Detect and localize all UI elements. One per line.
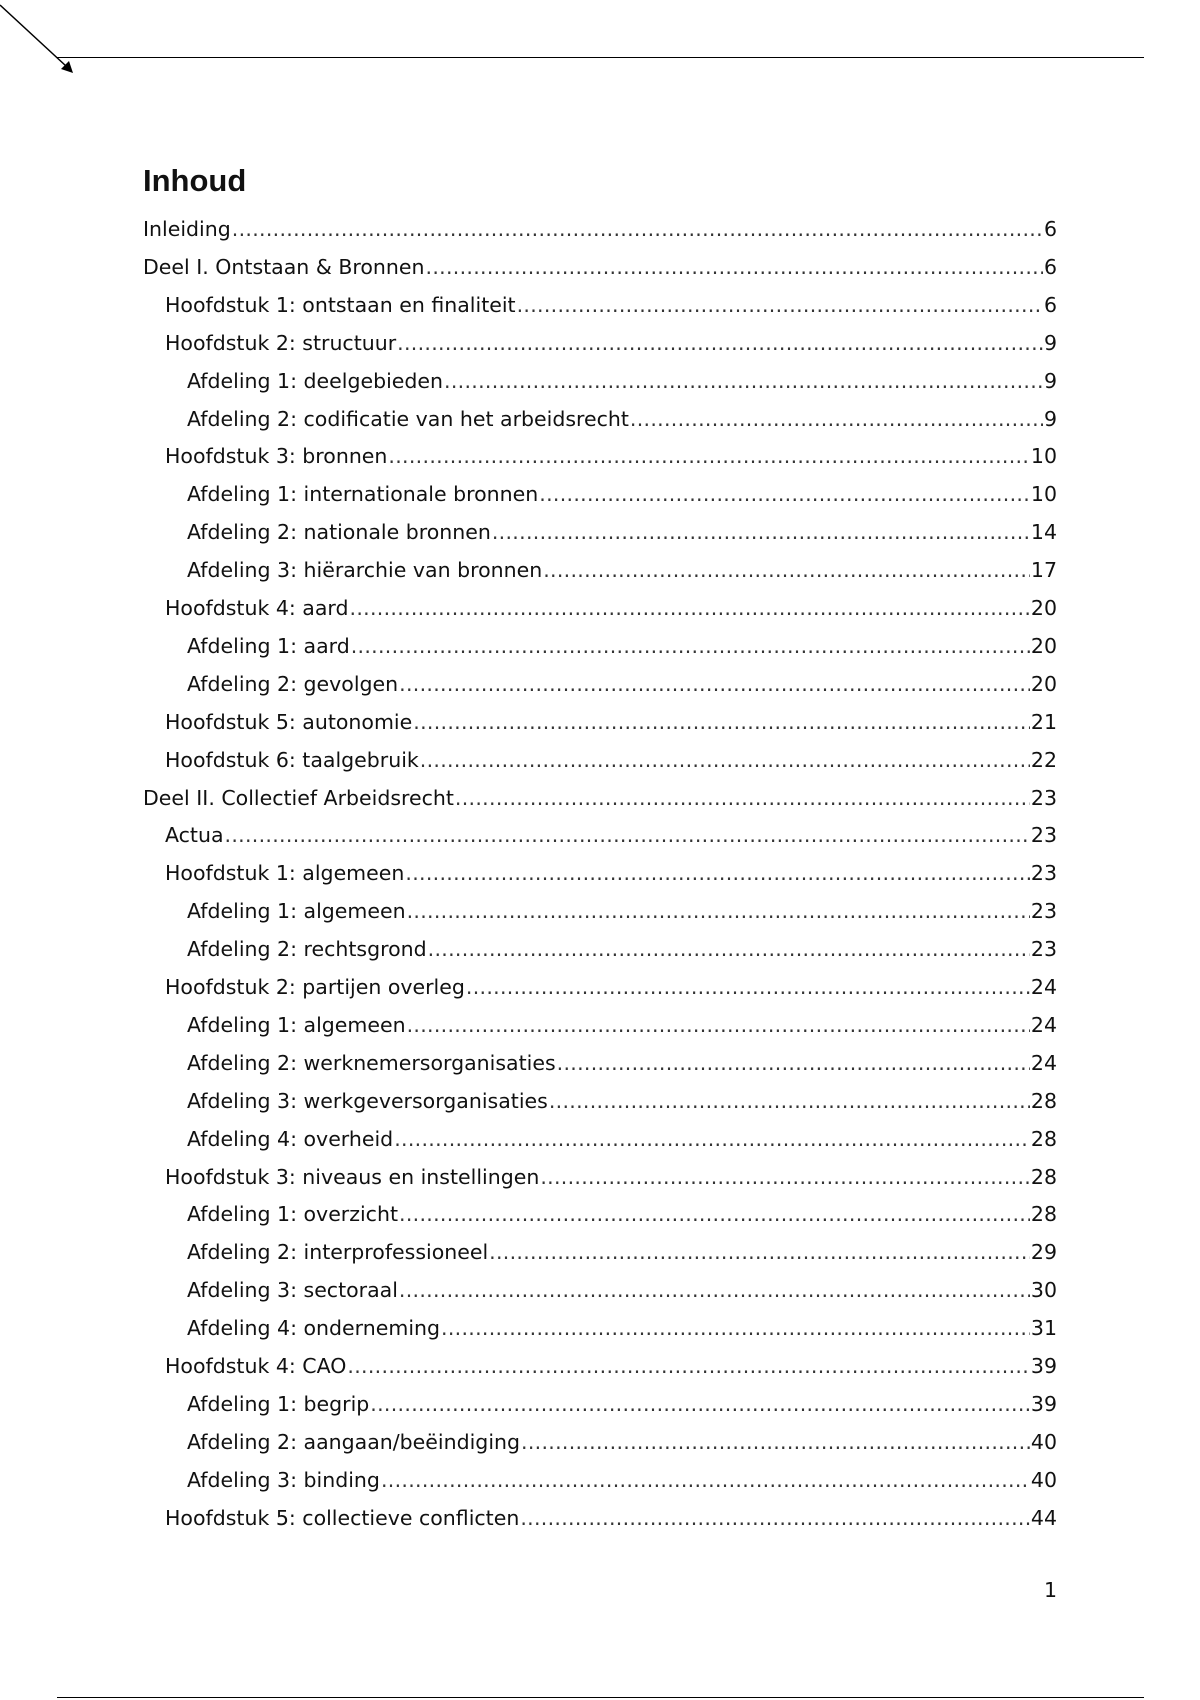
toc-dot-leader	[370, 1391, 1030, 1417]
toc-dot-leader	[232, 216, 1043, 242]
toc-entry[interactable]	[143, 822, 1057, 848]
toc-entry[interactable]	[143, 216, 1057, 242]
toc-entry-label: Afdeling 2: aangaan/beëindiging	[187, 1429, 521, 1454]
toc-dot-leader	[428, 936, 1030, 962]
toc-entry-page: 23	[1030, 861, 1057, 886]
toc-dot-leader	[466, 974, 1030, 1000]
toc-entry-page: 23	[1030, 899, 1057, 924]
toc-entry[interactable]	[143, 481, 1057, 507]
toc-entry[interactable]	[143, 1391, 1057, 1417]
toc-dot-leader	[521, 1429, 1030, 1455]
toc-entry-label: Afdeling 2: werknemersorganisaties	[187, 1050, 556, 1075]
toc-entry-label: Afdeling 1: deelgebieden	[187, 368, 444, 393]
toc-entry-page: 20	[1030, 671, 1057, 696]
toc-entry-page: 28	[1030, 1164, 1057, 1189]
toc-dot-leader	[489, 1239, 1030, 1265]
toc-entry[interactable]	[143, 1467, 1057, 1493]
toc-entry-label: Hoofdstuk 1: algemeen	[165, 861, 405, 886]
toc-entry[interactable]	[143, 254, 1057, 280]
toc-entry-page: 39	[1030, 1391, 1057, 1416]
toc-entry-page: 10	[1030, 482, 1057, 507]
toc-entry[interactable]	[143, 747, 1057, 773]
toc-dot-leader	[394, 1126, 1030, 1152]
toc-entry-label: Afdeling 3: werkgeversorganisaties	[187, 1088, 548, 1113]
toc-entry-label: Hoofdstuk 3: niveaus en instellingen	[165, 1164, 540, 1189]
toc-entry-page: 17	[1030, 558, 1057, 583]
toc-entry-label: Hoofdstuk 2: structuur	[165, 330, 397, 355]
toc-entry[interactable]	[143, 519, 1057, 545]
toc-entry-label: Afdeling 1: algemeen	[187, 1012, 406, 1037]
toc-entry[interactable]	[143, 595, 1057, 621]
toc-dot-leader	[426, 254, 1043, 280]
footer-rule	[57, 1697, 1144, 1698]
toc-entry-page: 9	[1043, 406, 1057, 431]
toc-entry[interactable]	[143, 443, 1057, 469]
toc-entry-page: 23	[1030, 823, 1057, 848]
toc-entry[interactable]	[143, 1050, 1057, 1076]
toc-entry[interactable]	[143, 785, 1057, 811]
toc-entry-page: 28	[1030, 1126, 1057, 1151]
toc-entry[interactable]	[143, 898, 1057, 924]
toc-entry[interactable]	[143, 557, 1057, 583]
toc-entry[interactable]	[143, 936, 1057, 962]
toc-entry[interactable]	[143, 1012, 1057, 1038]
toc-dot-leader	[520, 1505, 1030, 1531]
toc-entry-label: Afdeling 3: sectoraal	[187, 1278, 398, 1303]
toc-dot-leader	[492, 519, 1030, 545]
toc-dot-leader	[399, 671, 1030, 697]
toc-dot-leader	[388, 443, 1029, 469]
toc-entry-page: 23	[1030, 785, 1057, 810]
toc-entry-page: 21	[1030, 709, 1057, 734]
toc-entry-page: 6	[1043, 217, 1057, 241]
toc-entry-label: Hoofdstuk 6: taalgebruik	[165, 747, 419, 772]
toc-entry-page: 14	[1030, 520, 1057, 545]
toc-entry[interactable]	[143, 1505, 1057, 1531]
toc-entry-label: Actua	[165, 823, 224, 848]
toc-entry-page: 28	[1030, 1202, 1057, 1227]
toc-entry-page: 6	[1043, 254, 1057, 279]
toc-dot-leader	[407, 1012, 1030, 1038]
toc-dot-leader	[517, 292, 1043, 318]
toc-entry-label: Hoofdstuk 4: aard	[165, 596, 349, 620]
header-rule	[57, 57, 1144, 58]
toc-entry-page: 40	[1030, 1467, 1057, 1492]
toc-entry-label: Hoofdstuk 4: CAO	[165, 1354, 347, 1378]
toc-entry-label: Afdeling 1: algemeen	[187, 899, 406, 924]
toc-dot-leader	[543, 557, 1030, 583]
toc-dot-leader	[557, 1050, 1030, 1076]
toc-entry-page: 6	[1043, 292, 1057, 317]
toc-dot-leader	[397, 330, 1043, 356]
toc-dot-leader	[399, 1277, 1030, 1303]
toc-entry[interactable]	[143, 671, 1057, 697]
toc-entry-page: 24	[1030, 1012, 1057, 1037]
toc-dot-leader	[540, 1164, 1030, 1190]
toc-dot-leader	[413, 709, 1030, 735]
toc-entry[interactable]	[143, 1429, 1057, 1455]
toc-entry-page: 31	[1030, 1316, 1057, 1341]
toc-dot-leader	[444, 368, 1043, 394]
toc-dot-leader	[630, 406, 1043, 432]
toc-entry-label: Afdeling 2: nationale bronnen	[187, 520, 491, 545]
toc-dot-leader	[399, 1201, 1030, 1227]
toc-entry-label: Afdeling 2: rechtsgrond	[187, 937, 427, 962]
toc-entry-label: Hoofdstuk 3: bronnen	[165, 444, 388, 469]
toc-entry-label: Deel II. Collectief Arbeidsrecht	[143, 785, 454, 810]
toc-entry[interactable]	[143, 1277, 1057, 1303]
toc-dot-leader	[407, 898, 1030, 924]
toc-entry-page: 10	[1030, 444, 1057, 469]
toc-entry[interactable]	[143, 368, 1057, 394]
toc-entry-page: 39	[1030, 1354, 1057, 1378]
toc-dot-leader	[539, 481, 1030, 507]
toc-entry[interactable]	[143, 406, 1057, 432]
toc-dot-leader	[381, 1467, 1030, 1493]
toc-entry-label: Afdeling 4: overheid	[187, 1126, 394, 1151]
toc-entry[interactable]	[143, 1164, 1057, 1190]
toc-entry-page: 40	[1030, 1429, 1057, 1454]
toc-entry[interactable]	[143, 633, 1057, 659]
toc-entry-label: Afdeling 1: overzicht	[187, 1202, 398, 1227]
toc-entry-page: 30	[1030, 1278, 1057, 1303]
toc-dot-leader	[405, 860, 1030, 886]
toc-entry-page: 23	[1030, 937, 1057, 962]
toc-entry-page: 29	[1030, 1240, 1057, 1265]
toc-dot-leader	[351, 633, 1030, 659]
toc-entry-page: 44	[1030, 1505, 1057, 1530]
toc-entry[interactable]	[143, 1315, 1057, 1341]
toc-entry-label: Inleiding	[143, 217, 231, 241]
toc-entry-page: 24	[1030, 1050, 1057, 1075]
toc-dot-leader	[549, 1088, 1030, 1114]
toc-entry-label: Afdeling 2: interprofessioneel	[187, 1240, 489, 1265]
toc-entry[interactable]	[143, 1239, 1057, 1265]
toc-entry[interactable]	[143, 330, 1057, 356]
toc-entry[interactable]	[143, 709, 1057, 735]
toc-entry-label: Afdeling 2: codificatie van het arbeidsrecht	[187, 406, 629, 431]
toc-entry[interactable]	[143, 1126, 1057, 1152]
toc-dot-leader	[350, 595, 1030, 621]
toc-entry-page: 20	[1030, 596, 1057, 620]
toc-dot-leader	[455, 785, 1030, 811]
toc-heading: Inhoud	[143, 163, 247, 198]
toc-entry-label: Hoofdstuk 2: partijen overleg	[165, 975, 465, 999]
toc-entry-label: Hoofdstuk 5: collectieve conflicten	[165, 1505, 520, 1530]
toc-entry[interactable]	[143, 1201, 1057, 1227]
toc-dot-leader	[441, 1315, 1030, 1341]
toc-entry-page: 9	[1043, 330, 1057, 355]
toc-entry-label: Afdeling 3: binding	[187, 1467, 380, 1492]
toc-entry-page: 28	[1030, 1088, 1057, 1113]
toc-entry-label: Afdeling 4: onderneming	[187, 1316, 441, 1341]
toc-entry[interactable]	[143, 974, 1057, 1000]
toc-entry-label: Deel I. Ontstaan & Bronnen	[143, 254, 425, 279]
toc-entry-label: Hoofdstuk 5: autonomie	[165, 709, 413, 734]
toc-entry[interactable]	[143, 1088, 1057, 1114]
toc-entry-label: Hoofdstuk 1: ontstaan en finaliteit	[165, 292, 516, 317]
toc-entry[interactable]	[143, 1353, 1057, 1379]
toc-entry-label: Afdeling 1: internationale bronnen	[187, 482, 539, 507]
toc-entry[interactable]	[143, 860, 1057, 886]
toc-entry-label: Afdeling 2: gevolgen	[187, 671, 399, 696]
corner-arrow-icon	[0, 0, 80, 80]
toc-entry-label: Afdeling 1: aard	[187, 633, 350, 658]
page-number: 1	[1043, 1578, 1057, 1602]
toc-entry-label: Afdeling 3: hiërarchie van bronnen	[187, 558, 543, 583]
toc-entry-page: 9	[1043, 368, 1057, 393]
toc-entry-page: 22	[1030, 747, 1057, 772]
toc-entry-page: 24	[1030, 975, 1057, 999]
toc-dot-leader	[347, 1353, 1029, 1379]
toc-entry-page: 20	[1030, 633, 1057, 658]
toc-dot-leader	[225, 822, 1030, 848]
toc-entry-label: Afdeling 1: begrip	[187, 1391, 370, 1416]
toc-dot-leader	[420, 747, 1030, 773]
toc-entry[interactable]	[143, 292, 1057, 318]
